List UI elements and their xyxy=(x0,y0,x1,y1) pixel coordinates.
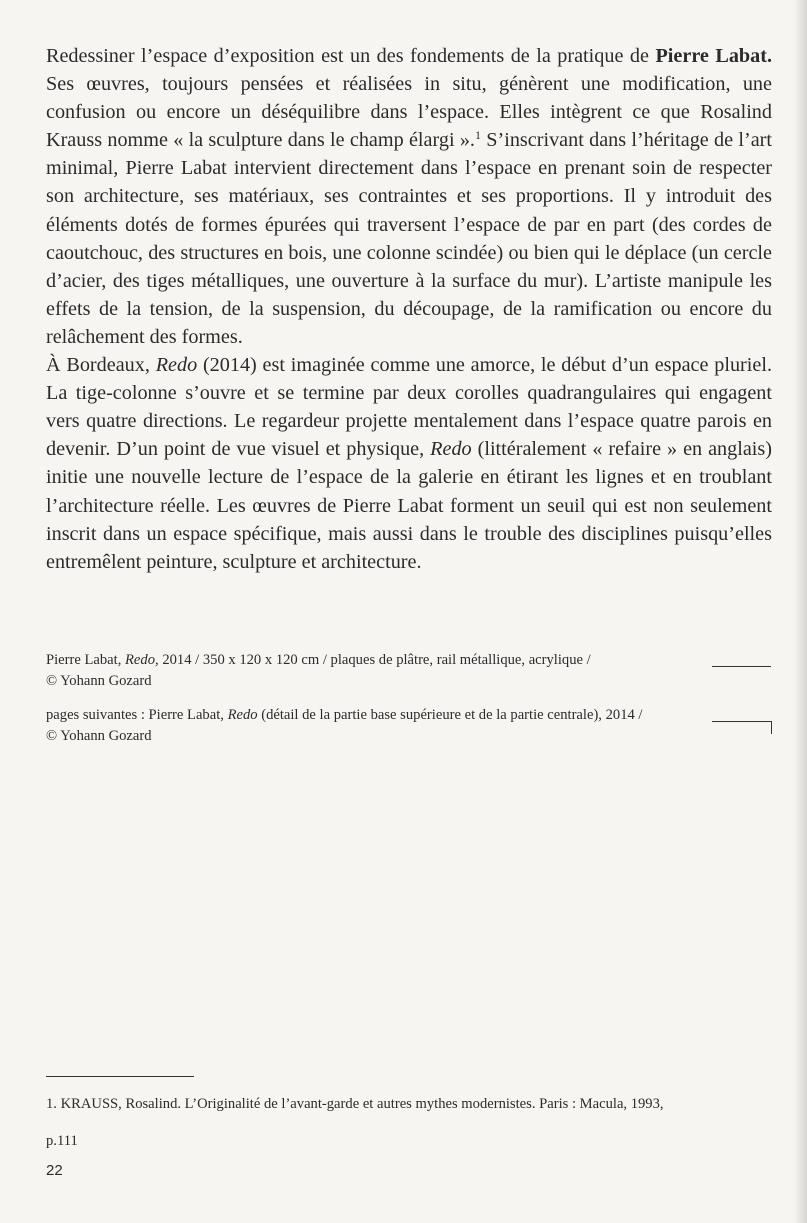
page-edge-shadow xyxy=(793,0,807,1223)
caption-2-credit: © Yohann Gozard xyxy=(46,727,152,744)
image-captions xyxy=(46,650,726,760)
footnote-line-2: p.111 xyxy=(46,1133,78,1149)
caption-1-line xyxy=(46,650,726,671)
caption-1-credit: © Yohann Gozard xyxy=(46,672,152,689)
caption-2 xyxy=(46,705,726,746)
caption-1-marker xyxy=(712,666,771,667)
paragraph-2-text-continued: (littéralement « refaire » en anglais) initie une nouvelle lecture de l’espace de la galerie en étirant les lignes et en troublant l’architecture réelle. Les œuvres de Pierre Labat forment un seuil qui est non seulement inscrit dans un espace spécifique, mais aussi dans le trouble des disciplines puisqu’elles entremêlent peinture, sculpture et architecture. xyxy=(46,438,772,573)
work-title: Redo xyxy=(430,438,472,461)
artist-name: Pierre Labat. xyxy=(655,45,772,67)
caption-2-work-title: Redo xyxy=(227,707,258,723)
caption-1 xyxy=(46,650,726,691)
caption-1-prefix: Pierre Labat, xyxy=(46,652,126,668)
footnote-reference: 1 xyxy=(474,128,481,143)
paragraph-2 xyxy=(46,351,772,576)
page-number: 22 xyxy=(46,1162,63,1179)
caption-2-line xyxy=(46,705,726,726)
footnote-line-1: 1. KRAUSS, Rosalind. L’Originalité de l’avant-garde et autres mythes modernistes. Paris : Macula, 1993, xyxy=(46,1096,664,1112)
caption-2-marker xyxy=(712,721,771,722)
paragraph-2-lead: À Bordeaux, xyxy=(46,354,156,377)
paragraph-1 xyxy=(46,42,772,351)
paragraph-1-text-continued: S’inscrivant dans l’héritage de l’art minimal, Pierre Labat intervient directement dans l’espace en prenant soin de respecter son architecture, ses matériaux, ses contraintes et ses proportions. Il y introduit des éléments dotés de formes épurées qui traversent l’espace de par en part (des cordes de caoutchouc, des structures en bois, une colonne scindée) ou bien qui le déplace (un cercle d’acier, des tiges métalliques, une ouverture à la surface du mur). L’artiste manipule les effets de la tension, de la suspension, du découpage, de la ramification ou encore du relâchement des formes. xyxy=(46,129,772,348)
caption-2-details: (détail de la partie base supérieure et de la partie centrale), 2014 / xyxy=(257,707,643,723)
caption-2-marker-tick xyxy=(771,721,772,734)
footnote xyxy=(46,1086,746,1160)
caption-2-prefix: pages suivantes : Pierre Labat, xyxy=(46,707,228,723)
paragraph-1-lead: Redessiner l’espace d’exposition est un des fondements de la pratique de xyxy=(46,45,656,67)
paragraph-1-text: Ses œuvres, toujours pensées et réalisées in situ, génèrent une modification, une confusion ou encore un déséquilibre dans l’espace. Elles intègrent ce que Rosalind Krauss nomme « la sculpture dans le champ élargi ». xyxy=(46,73,772,152)
paragraph-2-text: (2014) est imaginée comme une amorce, le début d’un espace pluriel. La tige-colonne s’ouvre et se termine par deux corolles quadrangulaires qui engagent vers quatre directions. Le regardeur projette mentalement dans l’espace quatre parois en devenir. D’un point de vue visuel et physique, xyxy=(46,354,773,461)
caption-1-details: , 2014 / 350 x 120 x 120 cm / plaques de plâtre, rail métallique, acrylique / xyxy=(155,652,591,668)
work-title: Redo xyxy=(155,354,198,377)
footnote-divider xyxy=(46,1076,194,1077)
caption-1-work-title: Redo xyxy=(125,652,156,668)
main-text xyxy=(46,42,772,576)
